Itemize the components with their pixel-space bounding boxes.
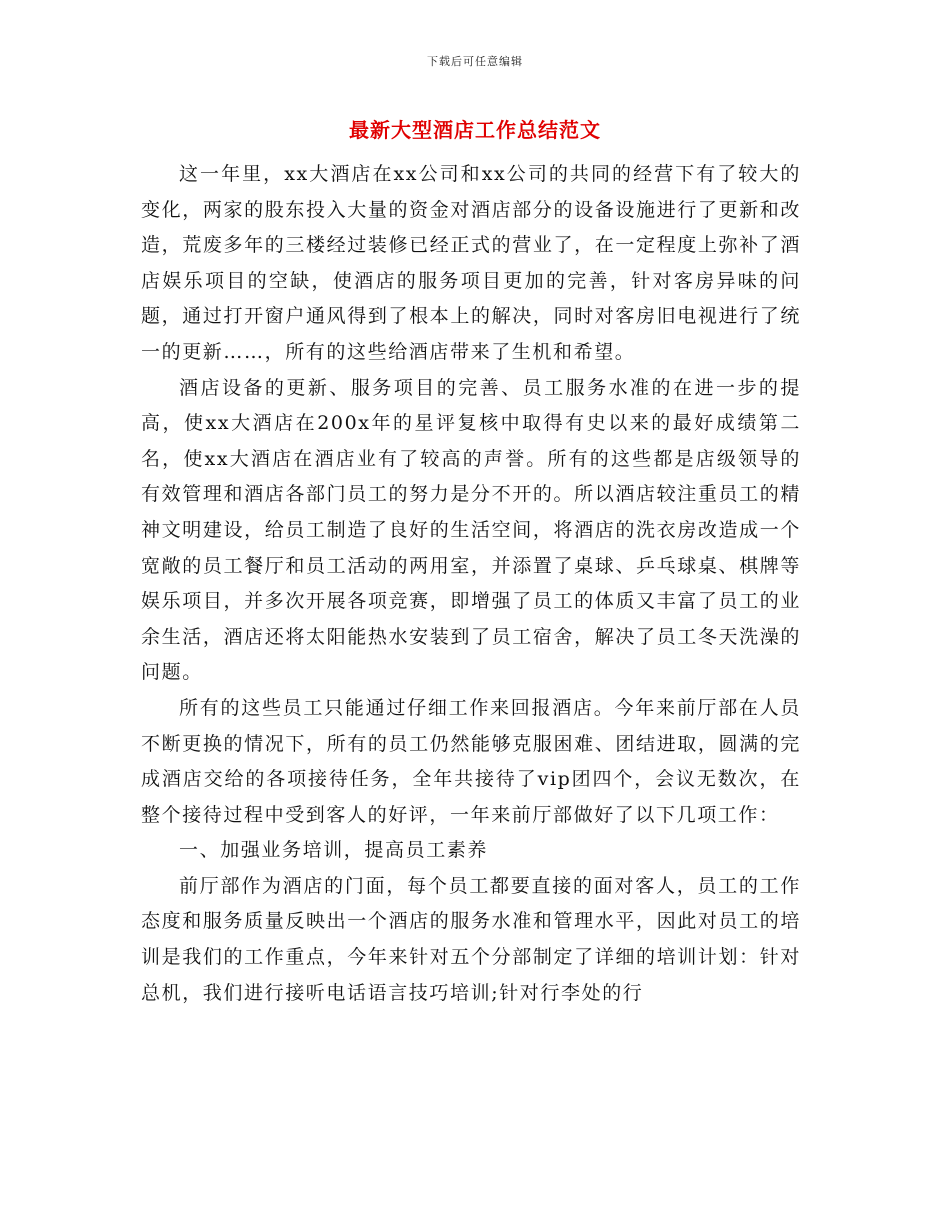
- paragraph-3: 所有的这些员工只能通过仔细工作来回报酒店。今年来前厅部在人员不断更换的情况下，所有的员工仍然能够克服困难、团结进取，圆满的完成酒店交给的各项接待任务，全年共接待了vip团四个，会议无数次，在整个接待过程中受到客人的好评，一年来前厅部做好了以下几项工作：: [141, 696, 801, 826]
- section-heading: 一、加强业务培训，提高员工素养: [179, 839, 489, 862]
- paragraph-1: 这一年里，xx大酒店在xx公司和xx公司的共同的经营下有了较大的变化，两家的股东投入大量的资金对酒店部分的设备设施进行了更新和改造，荒废多年的三楼经过装修已经正式的营业了，在一定程度上弥补了酒店娱乐项目的空缺，使酒店的服务项目更加的完善，针对客房异味的问题，通过打开窗户通风得到了根本上的解决，同时对客房旧电视进行了统一的更新……，所有的这些给酒店带来了生机和希望。: [141, 163, 801, 363]
- header-note: 下载后可任意编辑: [427, 55, 523, 68]
- document-body: [141, 157, 801, 1011]
- paragraph-2: 酒店设备的更新、服务项目的完善、员工服务水准的在进一步的提高，使xx大酒店在200x年的星评复核中取得有史以来的最好成绩第二名，使xx大酒店在酒店业有了较高的声誉。所有的这些都是店级领导的有效管理和酒店各部门员工的努力是分不开的。所以酒店较注重员工的精神文明建设，给员工制造了良好的生活空间，将酒店的洗衣房改造成一个宽敞的员工餐厅和员工活动的两用室，并添置了桌球、乒乓球桌、棋牌等娱乐项目，并多次开展各项竞赛，即增强了员工的体质又丰富了员工的业余生活，酒店还将太阳能热水安装到了员工宿舍，解决了员工冬天洗澡的问题。: [141, 376, 801, 684]
- document-title: 最新大型酒店工作总结范文: [349, 118, 601, 142]
- paragraph-4: 前厅部作为酒店的门面，每个员工都要直接的面对客人，员工的工作态度和服务质量反映出一个酒店的服务水准和管理水平，因此对员工的培训是我们的工作重点，今年来针对五个分部制定了详细的培训计划：针对总机，我们进行接听电话语言技巧培训;针对行李处的行: [141, 874, 801, 1004]
